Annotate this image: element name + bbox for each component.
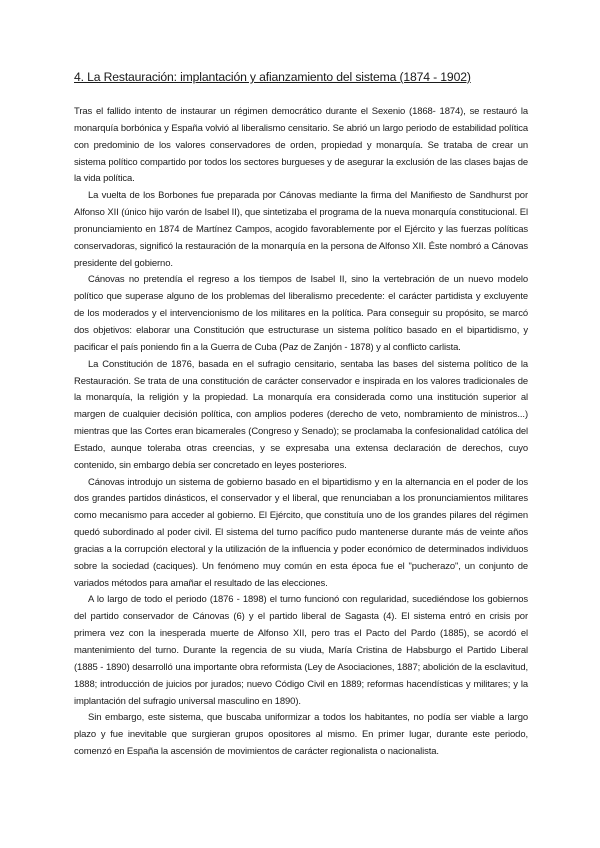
paragraph-5: Cánovas introdujo un sistema de gobierno basado en el bipartidismo y en la alternancia en el poder de los dos grandes partidos dinásticos, el conservador y el liberal, que renunciaban a los pronunciamientos militares como mecanismo para acceder al gobierno. El Ejército, que constituía uno de los grandes pilares del régimen quedó subordinado al poder civil. El sistema del turno pacífico pudo mantenerse durante más de veinte años gracias a la corrupción electoral y la utilización de la influencia y poder económico de determinados individuos sobre la sociedad (caciques). Un fenómeno muy común en esta época fue el "pucherazo", un conjunto de variados métodos para amañar el resultado de las elecciones. xyxy=(74,476,528,589)
document-body xyxy=(74,104,528,761)
paragraph-7: Sin embargo, este sistema, que buscaba uniformizar a todos los habitantes, no podía ser viable a largo plazo y fue inevitable que surgieran grupos opositores al mismo. En primer lugar, durante este periodo, comenzó en España la ascensión de movimientos de carácter regionalista o nacionalista. xyxy=(74,712,528,758)
paragraph-3: Cánovas no pretendía el regreso a los tiempos de Isabel II, sino la vertebración de un nuevo modelo político que superase alguno de los problemas del liberalismo precedente: el carácter partidista y excluyente de los moderados y el intervencionismo de los militares en la política. Para conseguir su propósito, se marcó dos objetivos: elaborar una Constitución que estructurase un sistema político basado en el bipartidismo, y pacificar el país poniendo fin a la Guerra de Cuba (Paz de Zanjón - 1878) y al conflicto carlista. xyxy=(74,274,528,353)
paragraph-4: La Constitución de 1876, basada en el sufragio censitario, sentaba las bases del sistema político de la Restauración. Se trata de una constitución de carácter conservador e inspirada en los valores tradicionales de la monarquía, la religión y la propiedad. La monarquía era considerada como una institución superior al margen de cualquier decisión política, con amplios poderes (derecho de veto, nombramiento de ministros...) mientras que las Cortes eran bicamerales (Congreso y Senado); se proclamaba la confesionalidad católica del Estado, aunque toleraba otras creencias, y se expresaba una extensa declaración de derechos, cuyo contenido, sin embargo debía ser concretado en leyes posteriores. xyxy=(74,358,528,471)
paragraph-2: La vuelta de los Borbones fue preparada por Cánovas mediante la firma del Manifiesto de Sandhurst por Alfonso XII (único hijo varón de Isabel II), que sintetizaba el programa de la nueva monarquía constitucional. El pronunciamiento en 1874 de Martínez Campos, acogido favorablemente por el Ejército y las fuerzas políticas conservadoras, significó la restauración de la monarquía en la persona de Alfonso XII. Éste nombró a Cánovas presidente del gobierno. xyxy=(74,190,528,269)
paragraph-1: Tras el fallido intento de instaurar un régimen democrático durante el Sexenio (1868- 1874), se restauró la monarquía borbónica y España volvió al liberalismo censitario. Se abrió un largo periodo de estabilidad política con predominio de los valores conservadores de orden, propiedad y monarquía. Se trataba de crear un sistema político compartido por todos los sectores burgueses y de asegurar la exclusión de las clases bajas de la vida política. xyxy=(74,106,528,185)
paragraph-6: A lo largo de todo el periodo (1876 - 1898) el turno funcionó con regularidad, sucediéndose los gobiernos del partido conservador de Cánovas (6) y el partido liberal de Sagasta (4). El sistema entró en crisis por primera vez con la inesperada muerte de Alfonso XII, pero tras el Pacto del Pardo (1885), se acordó el mantenimiento del turno. Durante la regencia de su viuda, María Cristina de Habsburgo el Partido Liberal (1885 - 1890) desarrolló una importante obra reformista (Ley de Asociaciones, 1887; abolición de la esclavitud, 1888; introducción de juicios por jurados; nuevo Código Civil en 1889; reformas hacendísticas y militares; y la implantación del sufragio universal masculino en 1890). xyxy=(74,594,528,707)
page-title: 4. La Restauración: implantación y afianzamiento del sistema (1874 - 1902) xyxy=(74,70,471,84)
